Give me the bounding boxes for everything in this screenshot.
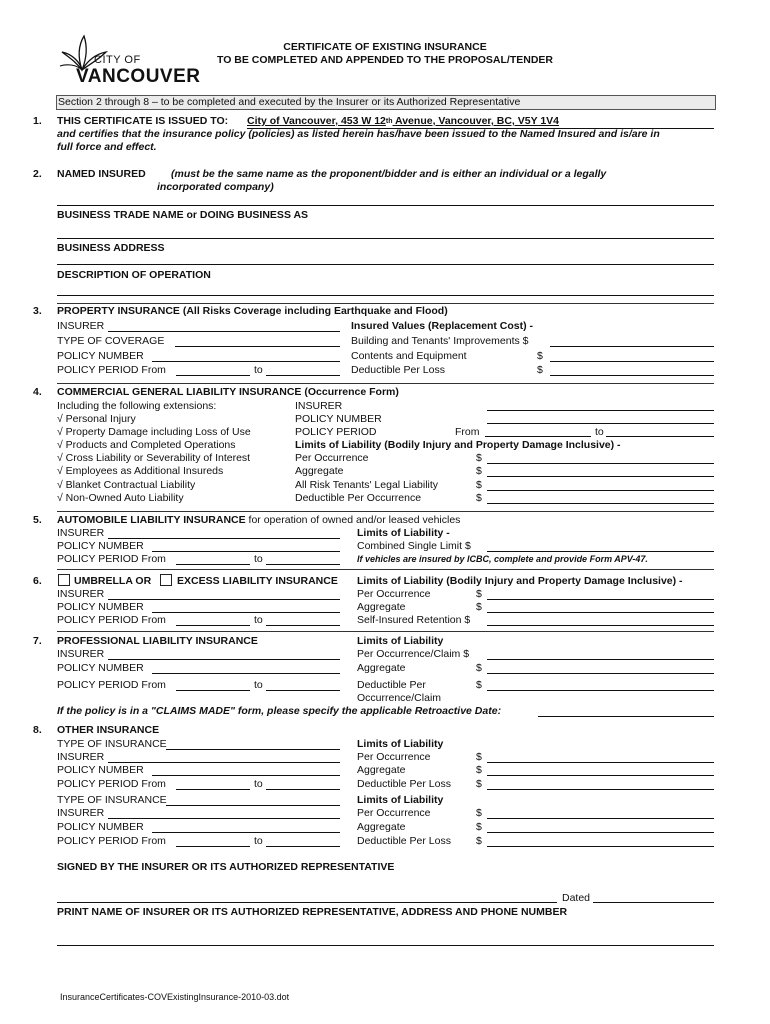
extension-item: √ Blanket Contractual Liability xyxy=(57,479,196,491)
s8-insurer-label: INSURER xyxy=(57,751,105,763)
dollar-sign: $ xyxy=(476,588,482,600)
s3-deductible-dollar: $ xyxy=(537,364,543,376)
trade-name-field[interactable] xyxy=(57,238,714,239)
s8-type-field[interactable] xyxy=(166,749,340,750)
business-address-label: BUSINESS ADDRESS xyxy=(57,242,165,254)
csl-label: Combined Single Limit $ xyxy=(357,540,471,552)
s5-period-label: POLICY PERIOD From xyxy=(57,553,166,565)
s4-per-occurrence-label: Per Occurrence xyxy=(295,452,369,464)
occurrence-claim-label: Occurrence/Claim xyxy=(357,692,442,704)
extension-item: √ Employees as Additional Insureds xyxy=(57,465,224,477)
section-3-number: 3. xyxy=(33,305,42,317)
property-insurance-title: PROPERTY INSURANCE (All Risks Coverage including Earthquake and Flood) xyxy=(57,305,448,317)
dollar-sign: $ xyxy=(476,465,482,477)
s8-per-occurrence-field[interactable] xyxy=(487,762,714,763)
dated-label: Dated xyxy=(562,892,591,904)
dollar-sign: $ xyxy=(476,807,482,819)
s8b-aggregate-label: Aggregate xyxy=(357,821,406,833)
s7-period-from-field[interactable] xyxy=(176,690,250,691)
s7-deductible-label: Deductible Per xyxy=(357,679,426,691)
dollar-sign: $ xyxy=(476,679,482,691)
s8b-per-occurrence-field[interactable] xyxy=(487,818,714,819)
s8-period-label: POLICY PERIOD From xyxy=(57,778,166,790)
s8b-insurer-field[interactable] xyxy=(108,818,340,819)
s6-aggregate-label: Aggregate xyxy=(357,601,406,613)
dollar-sign: $ xyxy=(476,452,482,464)
s8-insurer-field[interactable] xyxy=(108,762,340,763)
contents-label: Contents and Equipment xyxy=(351,350,467,362)
description-label: DESCRIPTION OF OPERATION xyxy=(57,269,211,281)
issued-to-label: THIS CERTIFICATE IS ISSUED TO: xyxy=(57,115,229,127)
cgl-title: COMMERCIAL GENERAL LIABILITY INSURANCE (Occurrence Form) xyxy=(57,386,399,398)
logo-vancouver: VANCOUVER xyxy=(76,66,201,87)
dollar-sign: $ xyxy=(476,764,482,776)
csl-field[interactable] xyxy=(487,551,714,552)
section-6-number: 6. xyxy=(33,575,42,587)
s4-limits-label: Limits of Liability (Bodily Injury and Property Damage Inclusive) - xyxy=(295,439,621,451)
s6-policy-field[interactable] xyxy=(152,612,340,613)
named-insured-label: NAMED INSURED xyxy=(57,168,146,180)
s4-tenants-label: All Risk Tenants' Legal Liability xyxy=(295,479,439,491)
building-field[interactable] xyxy=(550,346,714,347)
s7-insurer-field[interactable] xyxy=(108,659,340,660)
section-7-number: 7. xyxy=(33,635,42,647)
s5-to-label: to xyxy=(254,553,263,565)
icbc-note: If vehicles are insured by ICBC, complete and provide Form APV-47. xyxy=(357,554,648,564)
section-8-number: 8. xyxy=(33,724,42,736)
divider xyxy=(57,569,714,570)
s4-period-label: POLICY PERIOD xyxy=(295,426,377,438)
description-field[interactable] xyxy=(57,295,714,296)
s3-type-label: TYPE OF COVERAGE xyxy=(57,335,165,347)
logo-city-of: CITY OF xyxy=(94,54,141,66)
retroactive-date-field[interactable] xyxy=(538,716,714,717)
dollar-sign: $ xyxy=(476,662,482,674)
s6-policy-label: POLICY NUMBER xyxy=(57,601,144,613)
s3-insurer-label: INSURER xyxy=(57,320,105,332)
s3-deductible-field[interactable] xyxy=(550,375,714,376)
dollar-sign: $ xyxy=(476,835,482,847)
issued-to-address: City of Vancouver, 453 W 12th Avenue, Vancouver, BC, V5Y 1V4 xyxy=(247,115,714,129)
s7-policy-field[interactable] xyxy=(152,673,340,674)
s8b-insurer-label: INSURER xyxy=(57,807,105,819)
divider xyxy=(57,383,714,384)
s5-insurer-field[interactable] xyxy=(108,538,340,539)
s5-policy-label: POLICY NUMBER xyxy=(57,540,144,552)
s4-deductible-field[interactable] xyxy=(487,503,714,504)
s8b-limits-label: Limits of Liability xyxy=(357,794,444,806)
s8b-period-to-field[interactable] xyxy=(266,846,340,847)
section-1-number: 1. xyxy=(33,115,42,127)
s4-tenants-field[interactable] xyxy=(487,490,714,491)
umbrella-label: UMBRELLA OR xyxy=(74,575,152,587)
dollar-sign: $ xyxy=(476,479,482,491)
s8b-period-from-field[interactable] xyxy=(176,846,250,847)
s4-aggregate-label: Aggregate xyxy=(295,465,344,477)
s6-per-occurrence-field[interactable] xyxy=(487,599,714,600)
umbrella-checkbox[interactable] xyxy=(58,574,70,586)
s3-policy-label: POLICY NUMBER xyxy=(57,350,144,362)
s7-to-label: to xyxy=(254,679,263,691)
section-4-number: 4. xyxy=(33,386,42,398)
s8b-policy-field[interactable] xyxy=(152,832,340,833)
signature-field[interactable] xyxy=(57,902,557,903)
s3-period-from-field[interactable] xyxy=(176,375,250,376)
s4-insurer-field[interactable] xyxy=(487,410,714,411)
s6-period-label: POLICY PERIOD From xyxy=(57,614,166,626)
s8b-deductible-label: Deductible Per Loss xyxy=(357,835,451,847)
insured-values-label: Insured Values (Replacement Cost) - xyxy=(351,320,534,332)
s6-per-occurrence-label: Per Occurrence xyxy=(357,588,431,600)
named-insured-note: (must be the same name as the proponent/bidder and is either an individual or a legally xyxy=(171,168,607,180)
per-claim-label: Per Occurrence/Claim $ xyxy=(357,648,470,660)
sir-label: Self-Insured Retention $ xyxy=(357,614,471,626)
s6-to-label: to xyxy=(254,614,263,626)
section-2-number: 2. xyxy=(33,168,42,180)
s6-period-to-field[interactable] xyxy=(266,625,340,626)
s8b-policy-label: POLICY NUMBER xyxy=(57,821,144,833)
s8-period-to-field[interactable] xyxy=(266,789,340,790)
s5-insurer-label: INSURER xyxy=(57,527,105,539)
extension-item: √ Personal Injury xyxy=(57,413,136,425)
s6-limits-label: Limits of Liability (Bodily Injury and Property Damage Inclusive) - xyxy=(357,575,683,587)
s6-aggregate-field[interactable] xyxy=(487,612,714,613)
extension-item: √ Products and Completed Operations xyxy=(57,439,236,451)
s8-policy-field[interactable] xyxy=(152,775,340,776)
divider xyxy=(57,631,714,632)
s7-aggregate-field[interactable] xyxy=(487,673,714,674)
s4-insurer-label: INSURER xyxy=(295,400,343,412)
s7-deductible-field[interactable] xyxy=(487,690,714,691)
s8b-deductible-field[interactable] xyxy=(487,846,714,847)
s8-aggregate-label: Aggregate xyxy=(357,764,406,776)
s3-to-label: to xyxy=(254,364,263,376)
dollar-sign: $ xyxy=(476,751,482,763)
s8-deductible-label: Deductible Per Loss xyxy=(357,778,451,790)
print-name-field[interactable] xyxy=(57,945,714,946)
auto-liability-title: AUTOMOBILE LIABILITY INSURANCE for operation of owned and/or leased vehicles xyxy=(57,514,461,526)
date-field[interactable] xyxy=(593,902,714,903)
excess-checkbox[interactable] xyxy=(160,574,172,586)
s7-period-to-field[interactable] xyxy=(266,690,340,691)
s3-deductible-label: Deductible Per Loss xyxy=(351,364,445,376)
s7-period-label: POLICY PERIOD From xyxy=(57,679,166,691)
s7-limits-label: Limits of Liability xyxy=(357,635,444,647)
document-title: CERTIFICATE OF EXISTING INSURANCE xyxy=(283,41,487,53)
s8-limits-label: Limits of Liability xyxy=(357,738,444,750)
signed-by-label: SIGNED BY THE INSURER OR ITS AUTHORIZED REPRESENTATIVE xyxy=(57,861,395,873)
divider xyxy=(57,303,714,304)
per-claim-field[interactable] xyxy=(487,659,714,660)
s6-insurer-label: INSURER xyxy=(57,588,105,600)
s8b-type-field[interactable] xyxy=(166,805,340,806)
s8b-to-label: to xyxy=(254,835,263,847)
s4-period-to-field[interactable] xyxy=(606,436,714,437)
print-name-label: PRINT NAME OF INSURER OR ITS AUTHORIZED REPRESENTATIVE, ADDRESS AND PHONE NUMBER xyxy=(57,906,568,918)
s7-policy-label: POLICY NUMBER xyxy=(57,662,144,674)
section-note: Section 2 through 8 – to be completed and executed by the Insurer or its Authorized Representative xyxy=(58,96,521,108)
dollar-sign: $ xyxy=(476,821,482,833)
s4-from-label: From xyxy=(455,426,480,438)
s5-period-to-field[interactable] xyxy=(266,564,340,565)
claims-made-label: If the policy is in a "CLAIMS MADE" form, please specify the applicable Retroactive Date: xyxy=(57,705,502,717)
s4-deductible-label: Deductible Per Occurrence xyxy=(295,492,422,504)
s8-per-occurrence-label: Per Occurrence xyxy=(357,751,431,763)
footer-filename: InsuranceCertificates-COVExistingInsurance-2010-03.dot xyxy=(60,992,290,1002)
s6-insurer-field[interactable] xyxy=(108,599,340,600)
dollar-sign: $ xyxy=(476,601,482,613)
professional-liability-title: PROFESSIONAL LIABILITY INSURANCE xyxy=(57,635,258,647)
s4-policy-label: POLICY NUMBER xyxy=(295,413,382,425)
certifies-text-cont: full force and effect. xyxy=(57,141,157,153)
extensions-intro: Including the following extensions: xyxy=(57,400,217,412)
s8-type-label: TYPE OF INSURANCE xyxy=(57,738,167,750)
s8-period-from-field[interactable] xyxy=(176,789,250,790)
extension-item: √ Cross Liability or Severability of Interest xyxy=(57,452,251,464)
dollar-sign: $ xyxy=(476,492,482,504)
other-insurance-title: OTHER INSURANCE xyxy=(57,724,160,736)
s8-deductible-field[interactable] xyxy=(487,789,714,790)
trade-name-label: BUSINESS TRADE NAME or DOING BUSINESS AS xyxy=(57,209,309,221)
s4-per-occurrence-field[interactable] xyxy=(487,463,714,464)
s7-aggregate-label: Aggregate xyxy=(357,662,406,674)
s5-limits-label: Limits of Liability - xyxy=(357,527,450,539)
business-address-field[interactable] xyxy=(57,264,714,265)
s8-to-label: to xyxy=(254,778,263,790)
s5-period-from-field[interactable] xyxy=(176,564,250,565)
divider xyxy=(57,511,714,512)
building-label: Building and Tenants' Improvements $ xyxy=(351,335,529,347)
s3-policy-field[interactable] xyxy=(152,361,340,362)
s8-policy-label: POLICY NUMBER xyxy=(57,764,144,776)
sir-field[interactable] xyxy=(487,625,714,626)
extension-item: √ Property Damage including Loss of Use xyxy=(57,426,251,438)
excess-label: EXCESS LIABILITY INSURANCE xyxy=(177,575,338,587)
contents-field[interactable] xyxy=(550,361,714,362)
named-insured-field[interactable] xyxy=(57,205,714,206)
s4-policy-field[interactable] xyxy=(487,423,714,424)
s3-type-field[interactable] xyxy=(175,346,340,347)
s3-insurer-field[interactable] xyxy=(108,331,340,332)
s3-period-to-field[interactable] xyxy=(266,375,340,376)
extension-item: √ Non-Owned Auto Liability xyxy=(57,492,184,504)
s6-period-from-field[interactable] xyxy=(176,625,250,626)
contents-dollar: $ xyxy=(537,350,543,362)
certifies-text: and certifies that the insurance policy (policies) as listed herein has/have been issued to the Named Insured and is/are in xyxy=(57,128,660,140)
named-insured-note-cont: incorporated company) xyxy=(157,181,274,193)
s4-to-label: to xyxy=(595,426,604,438)
s8b-per-occurrence-label: Per Occurrence xyxy=(357,807,431,819)
document-subtitle: TO BE COMPLETED AND APPENDED TO THE PROPOSAL/TENDER xyxy=(216,54,554,66)
s5-policy-field[interactable] xyxy=(152,551,340,552)
s8b-period-label: POLICY PERIOD From xyxy=(57,835,166,847)
s8-aggregate-field[interactable] xyxy=(487,775,714,776)
s4-aggregate-field[interactable] xyxy=(487,476,714,477)
s8b-aggregate-field[interactable] xyxy=(487,832,714,833)
s4-period-from-field[interactable] xyxy=(485,436,591,437)
s3-period-label: POLICY PERIOD From xyxy=(57,364,166,376)
dollar-sign: $ xyxy=(476,778,482,790)
section-5-number: 5. xyxy=(33,514,42,526)
s8b-type-label: TYPE OF INSURANCE xyxy=(57,794,167,806)
s7-insurer-label: INSURER xyxy=(57,648,105,660)
